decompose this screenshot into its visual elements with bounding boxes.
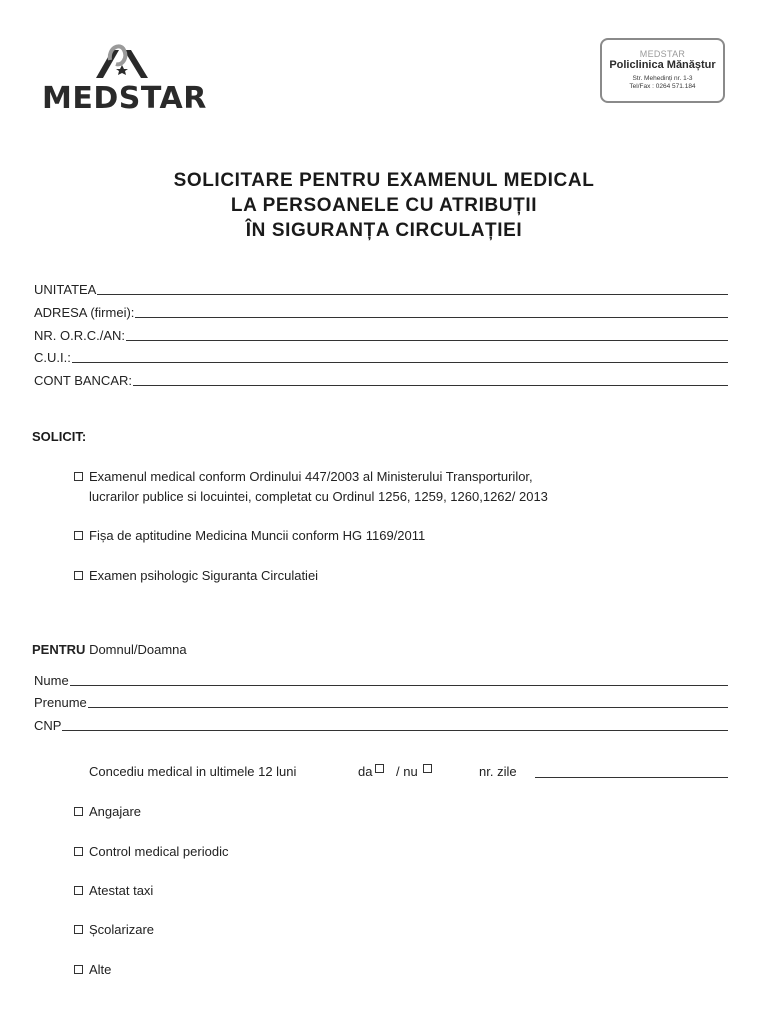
option-label: Atestat taxi [89,883,154,898]
medstar-logo [42,40,207,116]
solicit-heading: SOLICIT: [32,429,87,444]
field-nr-orc[interactable] [34,326,728,344]
option-label: Control medical periodic [89,844,229,859]
purpose-option-angajare[interactable] [74,802,141,822]
option-label: Școlarizare [89,922,155,937]
checkbox[interactable] [74,807,83,816]
field-adresa[interactable] [34,303,728,321]
solicit-option-1[interactable] [74,467,533,487]
title-line-2: LA PERSOANELE CU ATRIBUȚII [230,195,538,216]
checkbox-nu[interactable] [423,764,432,773]
field-input-line[interactable] [88,706,728,708]
checkbox[interactable] [74,847,83,856]
da-label: da [358,764,373,779]
pentru-heading [32,642,187,657]
zile-label: nr. zile [479,764,517,779]
field-unitatea[interactable] [34,280,728,298]
stamp-address: Str. Mehedinți nr. 1-3 [632,75,693,82]
concediu-nu[interactable] [396,764,418,779]
field-label: UNITATEA [34,282,97,297]
field-cont-bancar[interactable] [34,371,728,389]
field-input-line[interactable] [126,339,728,341]
option-label: Examenul medical conform Ordinului 447/2003 al Ministerului Transporturilor, [89,469,533,484]
option-label: Examen psihologic Siguranta Circulatiei [89,568,319,583]
concediu-row [89,764,729,782]
title-line-3: ÎN SIGURANȚA CIRCULAȚIEI [245,220,523,241]
purpose-option-atestat[interactable] [74,881,153,901]
checkbox-da[interactable] [375,764,384,773]
field-label: Nume [34,673,69,688]
solicit-option-3[interactable] [74,566,318,586]
concediu-label: Concediu medical in ultimele 12 luni [89,764,297,779]
checkbox[interactable] [74,965,83,974]
checkbox[interactable] [74,531,83,540]
pentru-rest: Domnul/Doamna [85,642,187,657]
field-cnp[interactable] [34,716,728,734]
nu-label: / nu [396,764,418,779]
field-cui[interactable] [34,348,728,366]
checkbox[interactable] [74,472,83,481]
checkbox[interactable] [74,925,83,934]
field-label: NR. O.R.C./AN: [34,328,126,343]
field-input-line[interactable] [62,729,728,731]
option-label: Angajare [89,804,142,819]
purpose-option-scolarizare[interactable] [74,920,154,940]
logo-wordmark: MEDSTAR [42,81,207,116]
field-prenume[interactable] [34,693,728,711]
field-label: Prenume [34,695,87,710]
field-input-line[interactable] [97,293,728,295]
option-label: Alte [89,962,112,977]
zile-input-line[interactable] [535,777,728,778]
purpose-option-alte[interactable] [74,960,111,980]
clinic-stamp [600,38,725,103]
document-title [0,168,768,243]
solicit-option-1-continued: lucrarilor publice si locuintei, completat cu Ordinul 1256, 1259, 1260,1262/ 2013 [89,489,548,504]
stamp-clinic: Policlinica Mănăștur [609,59,716,71]
purpose-option-control[interactable] [74,842,228,862]
field-input-line[interactable] [135,316,728,318]
title-line-1: SOLICITARE PENTRU EXAMENUL MEDICAL [173,170,595,191]
field-input-line[interactable] [70,684,728,686]
field-label: C.U.I.: [34,350,71,365]
field-input-line[interactable] [72,361,728,363]
solicit-option-2[interactable] [74,526,425,546]
checkbox[interactable] [74,886,83,895]
field-nume[interactable] [34,671,728,689]
field-label: CNP [34,718,62,733]
stamp-phone: Tel/Fax : 0264 571.184 [629,83,696,90]
checkbox[interactable] [74,571,83,580]
field-label: ADRESA (firmei): [34,305,135,320]
medstar-logo-icon [42,40,204,86]
pentru-bold: PENTRU [32,642,86,657]
option-label: Fișa de aptitudine Medicina Muncii conform HG 1169/2011 [89,528,426,543]
field-label: CONT BANCAR: [34,373,132,388]
stamp-brand: MEDSTAR [639,49,686,59]
field-input-line[interactable] [133,384,728,386]
concediu-da[interactable] [358,764,372,779]
